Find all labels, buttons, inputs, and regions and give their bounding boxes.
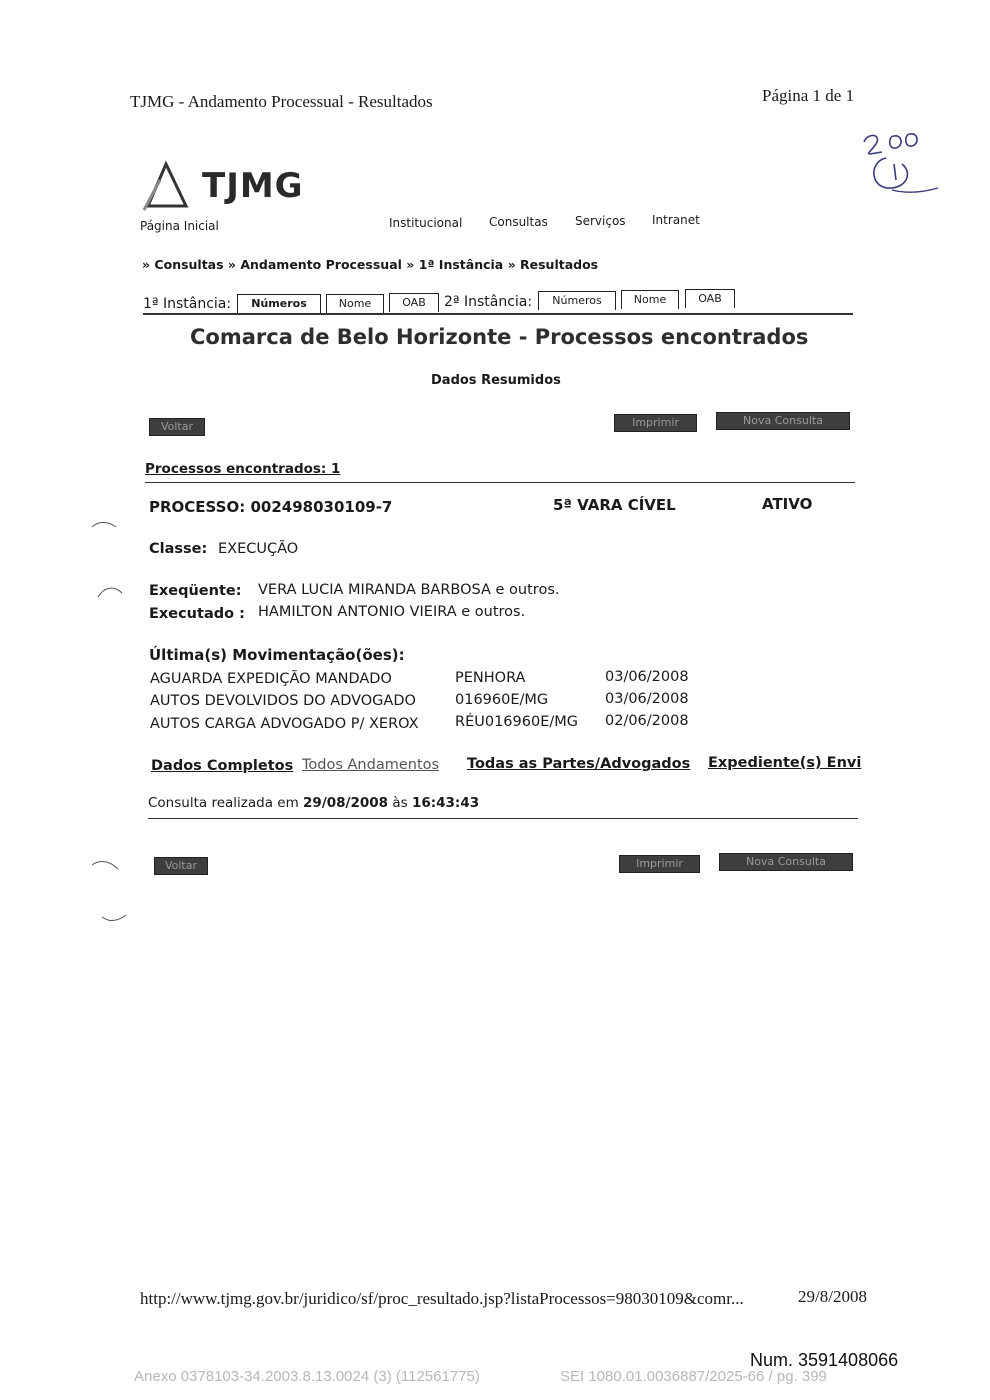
print-footer-date: 29/8/2008 xyxy=(798,1287,867,1306)
tjmg-logo-icon xyxy=(142,160,190,212)
process-status: ATIVO xyxy=(762,495,813,513)
query-date: 29/08/2008 xyxy=(303,795,389,811)
process-court: 5ª VARA CÍVEL xyxy=(553,496,676,514)
link-dados-completos[interactable]: Dados Completos xyxy=(151,758,294,774)
query-time: 16:43:43 xyxy=(411,795,480,811)
home-link[interactable]: Página Inicial xyxy=(140,219,219,233)
defendant-label: Executado : xyxy=(149,606,245,622)
query-divider xyxy=(148,818,858,819)
back-button[interactable]: Voltar xyxy=(149,418,205,436)
process-number: PROCESSO: 002498030109-7 xyxy=(149,498,393,516)
movement-detail: PENHORA xyxy=(455,670,526,686)
nav-item-servicos[interactable]: Serviços xyxy=(575,214,626,228)
print-button[interactable]: Imprimir xyxy=(619,855,700,873)
tab-first-oab[interactable]: OAB xyxy=(389,293,439,312)
new-search-button[interactable]: Nova Consulta xyxy=(719,853,853,871)
print-page-number: Página 1 de 1 xyxy=(762,86,855,105)
nav-item-institucional[interactable]: Institucional xyxy=(389,216,463,230)
link-expedientes[interactable]: Expediente(s) Envi xyxy=(708,755,862,771)
page-subtitle: Dados Resumidos xyxy=(431,373,561,388)
movement-description: AUTOS DEVOLVIDOS DO ADVOGADO xyxy=(150,693,416,709)
new-search-button[interactable]: Nova Consulta xyxy=(716,412,850,430)
defendant-value: HAMILTON ANTONIO VIEIRA e outros. xyxy=(258,604,526,620)
tabs-divider xyxy=(143,313,853,315)
results-divider xyxy=(145,482,855,483)
movement-description: AUTOS CARGA ADVOGADO P/ XEROX xyxy=(150,716,419,732)
plaintiff-value: VERA LUCIA MIRANDA BARBOSA e outros. xyxy=(258,582,560,598)
page-title: Comarca de Belo Horizonte - Processos encontrados xyxy=(190,325,809,349)
query-prefix: Consulta realizada em xyxy=(148,795,299,811)
margin-mark xyxy=(88,515,128,935)
breadcrumb: » Consultas » Andamento Processual » 1ª Instância » Resultados xyxy=(142,257,599,272)
class-value: EXECUÇÃO xyxy=(218,541,299,557)
first-instance-label: 1ª Instância: xyxy=(143,296,232,312)
annex-reference: Anexo 0378103-34.2003.8.13.0024 (3) (112561775) xyxy=(134,1368,480,1385)
plaintiff-label: Exeqüente: xyxy=(149,583,242,599)
link-todas-partes-advogados[interactable]: Todas as Partes/Advogados xyxy=(467,756,691,772)
link-todos-andamentos[interactable]: Todos Andamentos xyxy=(302,757,440,773)
print-button[interactable]: Imprimir xyxy=(614,414,697,432)
tab-second-oab[interactable]: OAB xyxy=(685,289,735,308)
movements-heading: Última(s) Movimentação(ões): xyxy=(149,646,405,664)
results-count: Processos encontrados: 1 xyxy=(145,461,341,477)
document-number: Num. 3591408066 xyxy=(750,1350,899,1370)
sei-reference: SEI 1080.01.0036887/2025-66 / pg. 399 xyxy=(560,1368,827,1385)
query-middle: às xyxy=(392,795,408,811)
print-footer-url: http://www.tjmg.gov.br/juridico/sf/proc_resultado.jsp?listaProcessos=98030109&comr... xyxy=(140,1289,744,1308)
nav-item-intranet[interactable]: Intranet xyxy=(652,213,700,227)
movement-date: 02/06/2008 xyxy=(605,713,689,729)
second-instance-label: 2ª Instância: xyxy=(444,294,533,310)
tab-first-nome[interactable]: Nome xyxy=(326,294,384,313)
movement-detail: 016960E/MG xyxy=(455,692,549,708)
back-button[interactable]: Voltar xyxy=(154,857,208,875)
movement-date: 03/06/2008 xyxy=(605,669,689,685)
movement-date: 03/06/2008 xyxy=(605,691,689,707)
query-info xyxy=(148,795,479,811)
handwritten-annotation xyxy=(858,128,942,198)
tab-first-numeros[interactable]: Números xyxy=(237,294,321,313)
tab-second-nome[interactable]: Nome xyxy=(621,290,679,309)
movement-detail: RÉU016960E/MG xyxy=(455,714,578,730)
site-logo-text: TJMG xyxy=(202,166,304,206)
movement-description: AGUARDA EXPEDIÇÃO MANDADO xyxy=(150,671,392,687)
class-label: Classe: xyxy=(149,541,208,557)
tab-second-numeros[interactable]: Números xyxy=(538,291,616,310)
print-title: TJMG - Andamento Processual - Resultados xyxy=(130,92,433,111)
nav-item-consultas[interactable]: Consultas xyxy=(489,215,548,229)
